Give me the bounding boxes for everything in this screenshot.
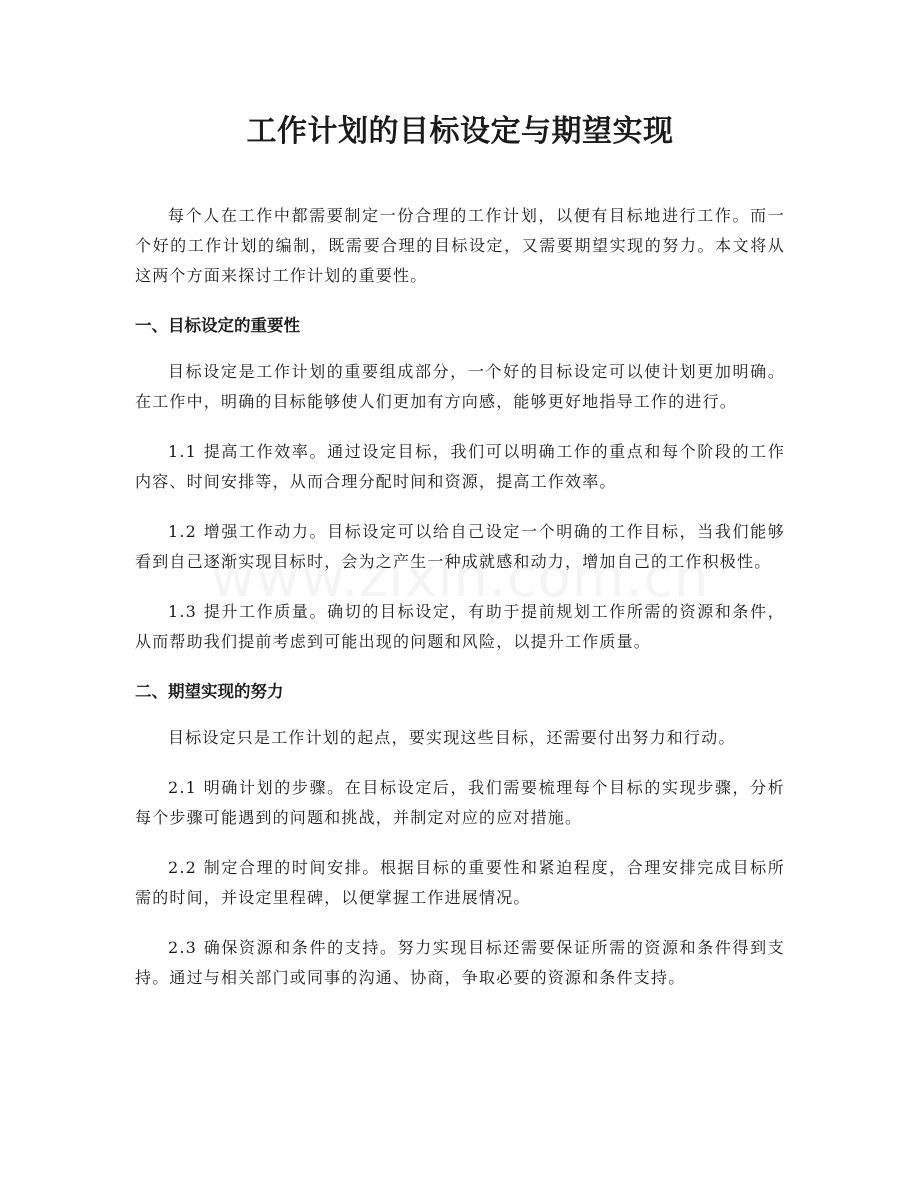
section2-point-1: 2.1 明确计划的步骤。在目标设定后，我们需要梳理每个目标的实现步骤，分析每个步骤可能遇到的问题和挑战，并制定对应的应对措施。: [135, 778, 785, 827]
section2-intro-paragraph: 目标设定只是工作计划的起点，要实现这些目标，还需要付出努力和行动。: [168, 728, 736, 747]
document-title: 工作计划的目标设定与期望实现: [246, 114, 674, 149]
section1-intro-paragraph: 目标设定是工作计划的重要组成部分，一个好的目标设定可以使计划更加明确。在工作中，明确的目标能够使人们更加有方向感，能够更好地指导工作的进行。: [135, 362, 785, 411]
section-heading-expectation: 二、期望实现的努力: [135, 682, 284, 701]
section1-point-3: 1.3 提升工作质量。确切的目标设定，有助于提前规划工作所需的资源和条件，从而帮助我们提前考虑到可能出现的问题和风险，以提升工作质量。: [135, 602, 785, 651]
intro-paragraph: 每个人在工作中都需要制定一份合理的工作计划，以便有目标地进行工作。而一个好的工作计划的编制，既需要合理的目标设定，又需要期望实现的努力。本文将从这两个方面来探讨工作计划的重要性。: [135, 206, 785, 285]
section-heading-goal-setting: 一、目标设定的重要性: [135, 316, 300, 335]
section2-point-3: 2.3 确保资源和条件的支持。努力实现目标还需要保证所需的资源和条件得到支持。通过与相关部门或同事的沟通、协商，争取必要的资源和条件支持。: [135, 938, 785, 987]
section1-point-2: 1.2 增强工作动力。目标设定可以给自己设定一个明确的工作目标，当我们能够看到自己逐渐实现目标时，会为之产生一种成就感和动力，增加自己的工作积极性。: [135, 522, 785, 571]
section1-point-1: 1.1 提高工作效率。通过设定目标，我们可以明确工作的重点和每个阶段的工作内容、时间安排等，从而合理分配时间和资源，提高工作效率。: [135, 442, 785, 491]
section2-point-2: 2.2 制定合理的时间安排。根据目标的重要性和紧迫程度，合理安排完成目标所需的时间，并设定里程碑，以便掌握工作进展情况。: [135, 858, 785, 907]
